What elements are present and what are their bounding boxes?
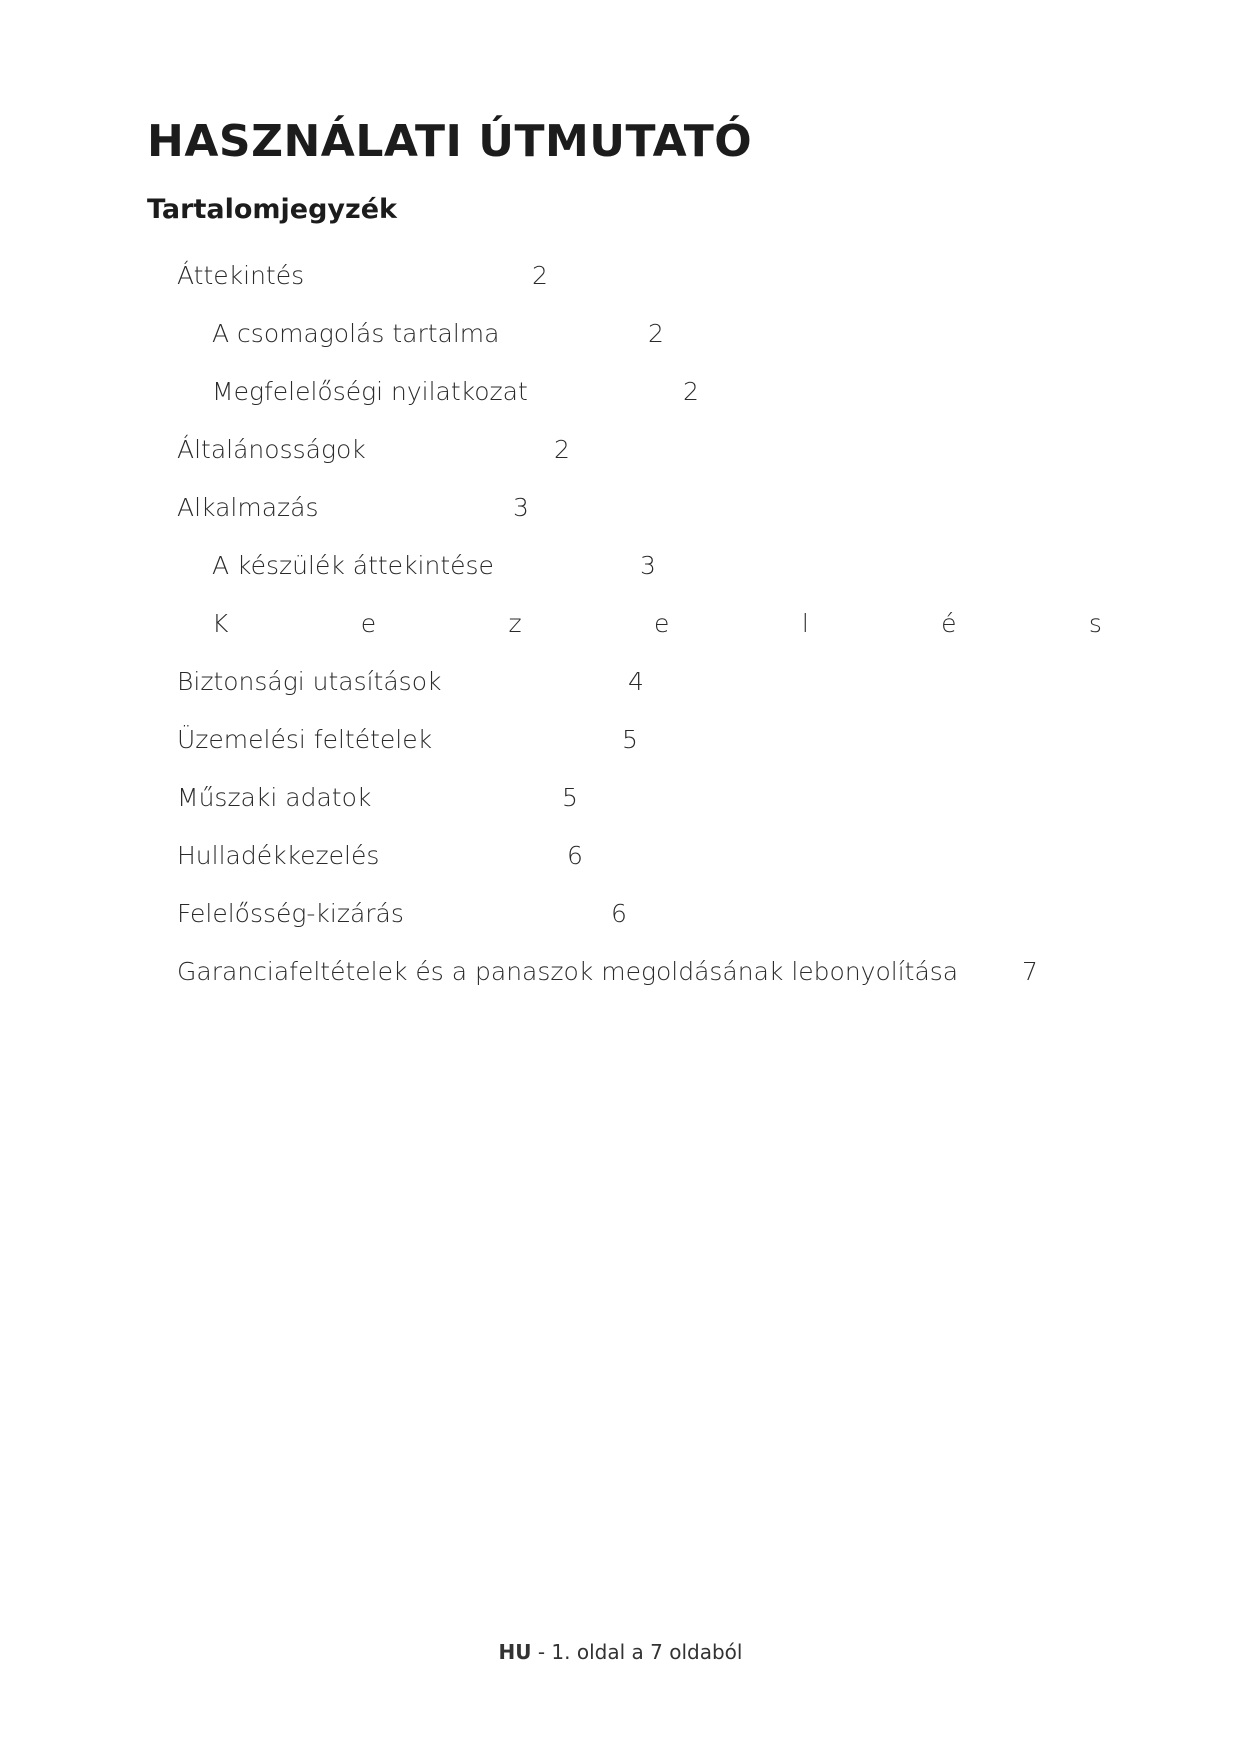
toc-letter: l <box>801 609 809 638</box>
toc-entry-page: 2 <box>554 435 570 464</box>
toc-letter: z <box>508 609 522 638</box>
toc-entry-label: Felelősség-kizárás <box>177 899 404 928</box>
toc-entry-label: A készülék áttekintése <box>212 551 494 580</box>
toc-entry-label: Garanciafeltételek és a panaszok megoldásának lebonyolítása <box>177 957 959 986</box>
toc-entry-label-spaced <box>212 604 1102 644</box>
footer-page-info: - 1. oldal a 7 oldaból <box>537 1640 743 1664</box>
toc-entry-page: 5 <box>622 725 638 754</box>
toc-entry-label: Biztonsági utasítások <box>177 667 442 696</box>
toc-entry-label: Üzemelési feltételek <box>177 725 433 754</box>
toc-entry-label: Áttekintés <box>177 261 305 290</box>
toc-entry-label: Műszaki adatok <box>177 783 372 812</box>
toc-entry-page: 2 <box>648 319 664 348</box>
toc-letter: e <box>360 609 377 638</box>
toc-entry-page: 3 <box>640 551 656 580</box>
toc-letter: e <box>654 609 670 638</box>
toc-entry-label: Hulladékkezelés <box>177 841 380 870</box>
toc-entry-page: 2 <box>683 377 699 406</box>
toc-entry-label: Megfelelőségi nyilatkozat <box>212 377 528 406</box>
toc-letter: s <box>1088 609 1102 638</box>
toc-entry-page: 5 <box>562 783 578 812</box>
toc-heading: Tartalomjegyzék <box>147 194 398 225</box>
toc-entry-label: A csomagolás tartalma <box>212 319 500 348</box>
footer-language: HU <box>498 1640 532 1664</box>
toc-entry-label: Alkalmazás <box>177 493 319 522</box>
document-title: HASZNÁLATI ÚTMUTATÓ <box>147 116 753 167</box>
toc-letter: K <box>212 609 229 638</box>
toc-letter: é <box>941 609 957 638</box>
toc-entry-label: Általánosságok <box>177 435 366 464</box>
toc-entry-page: 4 <box>628 667 644 696</box>
page-footer <box>0 1640 1241 1664</box>
toc-entry-page: 3 <box>513 493 529 522</box>
toc-entry-page: 6 <box>567 841 583 870</box>
toc-entry-page: 6 <box>611 899 627 928</box>
toc-entry-page: 7 <box>1022 957 1038 986</box>
toc-entry-page: 2 <box>532 261 548 290</box>
